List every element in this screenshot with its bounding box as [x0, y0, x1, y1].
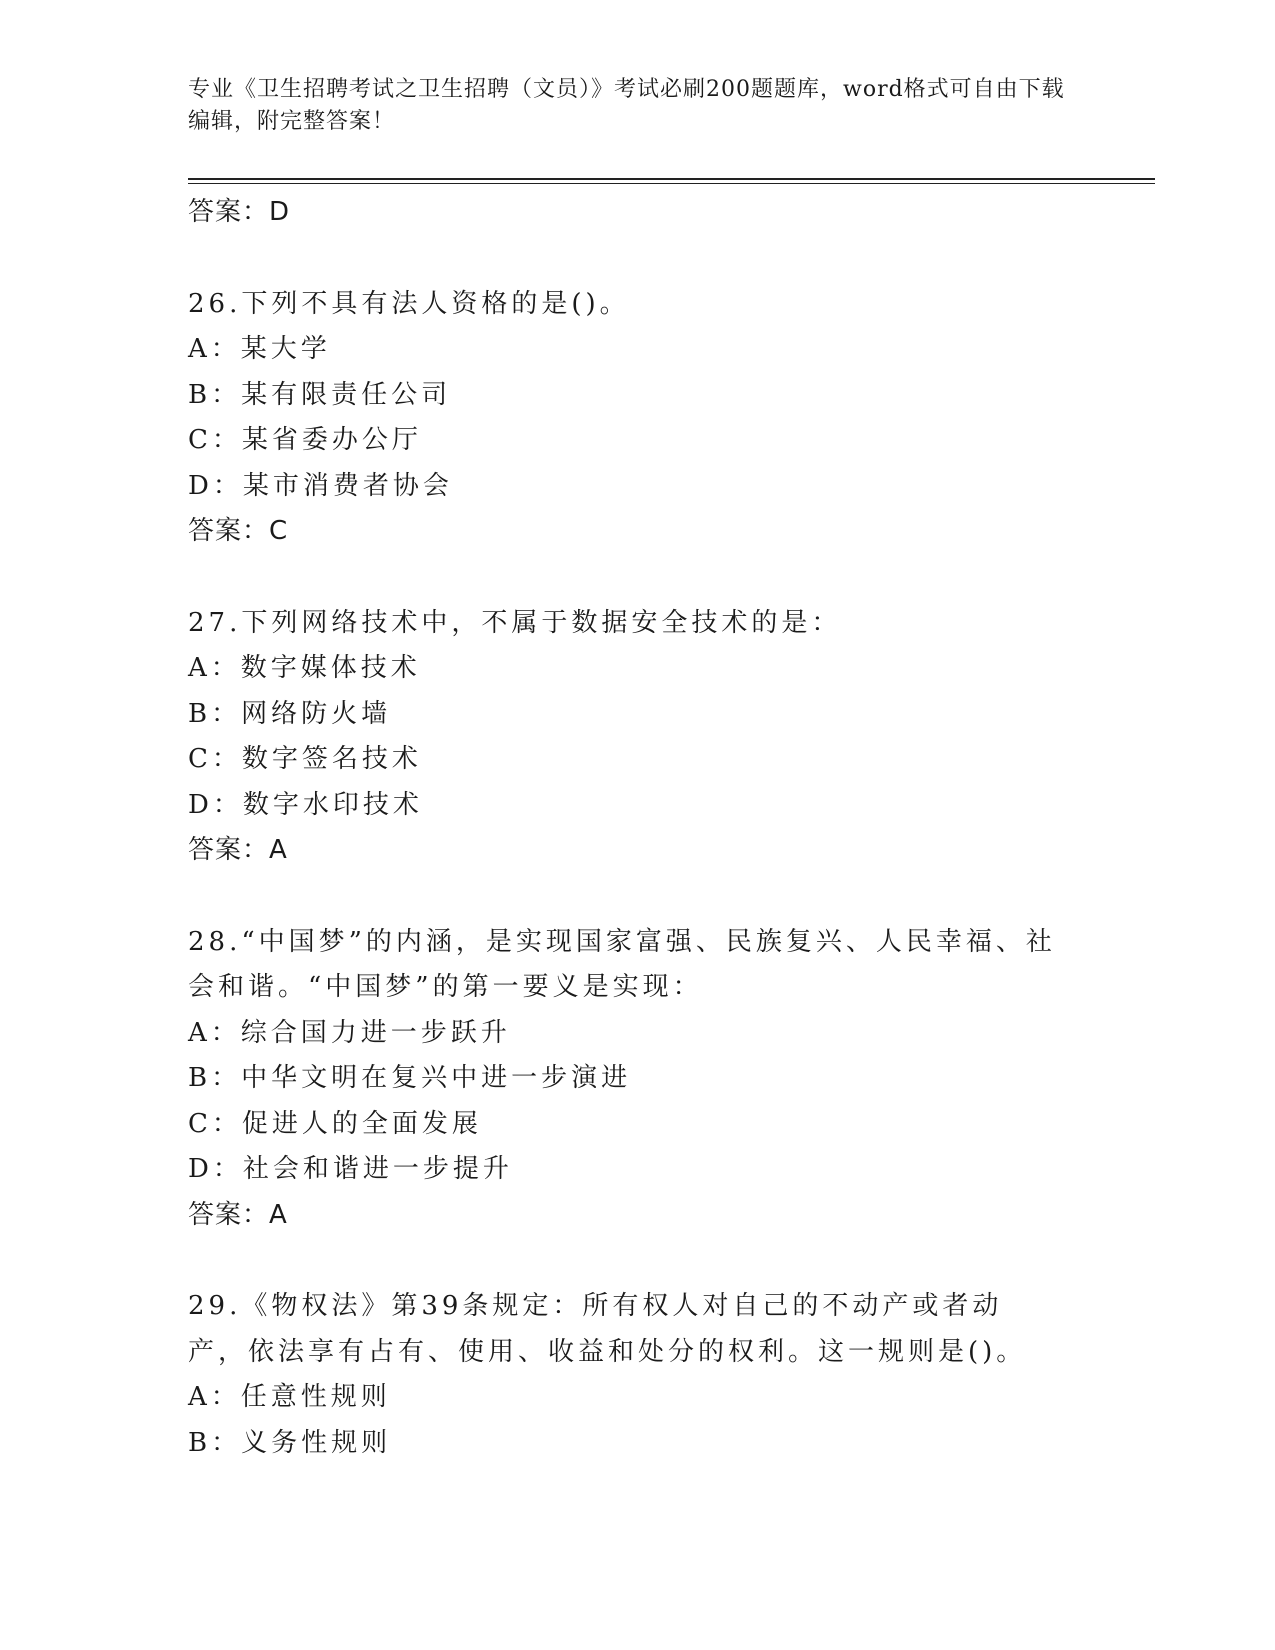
document-header: 专业《卫生招聘考试之卫生招聘（文员）》考试必刷200题题库，word格式可自由下载编辑，附完整答案！: [188, 77, 1065, 134]
option-c: C：数字签名技术: [188, 744, 422, 774]
option-d: D：某市消费者协会: [188, 470, 453, 501]
option-a: A：数字媒体技术: [188, 653, 421, 683]
option-c: C：促进人的全面发展: [188, 1108, 482, 1139]
question-block: [188, 282, 1088, 555]
spacer: [188, 874, 1088, 920]
spacer: [188, 236, 1088, 282]
spacer: [188, 555, 1088, 601]
option-b: B：某有限责任公司: [188, 379, 452, 410]
question-block: [188, 601, 1088, 874]
answer-line: 答案：A: [188, 835, 288, 865]
question-stem: 27.下列网络技术中，不属于数据安全技术的是：: [188, 607, 842, 638]
question-list: [188, 190, 1088, 1466]
option-b: B：网络防火墙: [188, 698, 392, 729]
question-block: [188, 1284, 1088, 1466]
option-b: B：义务性规则: [188, 1427, 392, 1458]
question-stem: 29.《物权法》第39条规定：所有权人对自己的不动产或者动产，依法享有占有、使用、收益和处分的权利。这一规则是()。: [188, 1291, 1027, 1367]
option-d: D：社会和谐进一步提升: [188, 1154, 513, 1184]
question-stem: 28.“中国梦”的内涵，是实现国家富强、民族复兴、人民幸福、社会和谐。“中国梦”的第一要义是实现：: [188, 926, 1056, 1002]
option-c: C：某省委办公厅: [188, 425, 422, 455]
option-b: B：中华文明在复兴中进一步演进: [188, 1063, 632, 1093]
option-d: D：数字水印技术: [188, 789, 423, 820]
option-a: A：某大学: [188, 334, 331, 364]
answer-line: 答案：D: [188, 197, 291, 227]
option-a: A：任意性规则: [188, 1382, 391, 1412]
question-block: [188, 920, 1088, 1239]
header-rule-thin: [188, 183, 1155, 184]
answer-line: 答案：A: [188, 1199, 288, 1230]
header-rule-thick: [188, 178, 1155, 180]
answer-line: 答案：C: [188, 516, 289, 546]
spacer: [188, 1238, 1088, 1284]
question-stem: 26.下列不具有法人资格的是()。: [188, 288, 630, 319]
option-a: A：综合国力进一步跃升: [188, 1017, 511, 1048]
